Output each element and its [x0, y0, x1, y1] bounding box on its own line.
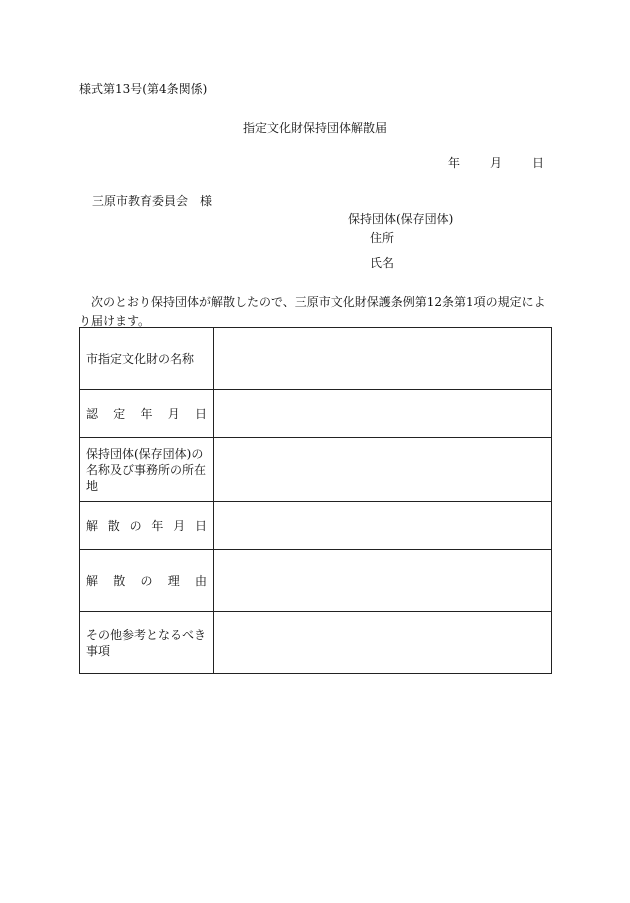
label-char: 年 [151, 518, 164, 533]
label-char: の [140, 573, 153, 588]
spaced-label [86, 518, 207, 534]
label-char: 認 [86, 406, 99, 421]
row-label-dissolution-date [80, 502, 214, 550]
row-label-other-references: その他参考となるべき事項 [80, 612, 214, 674]
form-number: 様式第13号(第4条関係) [79, 82, 208, 96]
designated-property-name-field[interactable] [214, 328, 552, 390]
label-char: 解 [86, 518, 99, 533]
label-char: 散 [113, 573, 126, 588]
label-char: 由 [194, 573, 207, 588]
certification-date-field[interactable] [214, 390, 552, 438]
applicant-group-label: 保持団体(保存団体) [348, 212, 454, 226]
label-char: 日 [194, 518, 207, 533]
spaced-label [86, 573, 207, 589]
date-line [448, 156, 544, 170]
body-text: 次のとおり保持団体が解散したので、三原市文化財保護条例第12条第1項の規定により届けます。 [79, 295, 546, 328]
applicant-address-label: 住所 [370, 231, 395, 245]
label-char: 月 [167, 406, 180, 421]
table-row [80, 328, 552, 390]
applicant-name-label: 氏名 [370, 256, 395, 270]
table-row [80, 438, 552, 502]
row-label-certification-date [80, 390, 214, 438]
label-char: 理 [167, 573, 180, 588]
spaced-label [86, 406, 207, 422]
table-row [80, 612, 552, 674]
row-label-dissolution-reason [80, 550, 214, 612]
table-row [80, 502, 552, 550]
date-day-label: 日 [531, 156, 544, 170]
form-table [79, 327, 552, 674]
label-char: 解 [86, 573, 99, 588]
row-label-designated-property: 市指定文化財の名称 [80, 328, 214, 390]
date-year-label: 年 [447, 156, 460, 170]
group-name-address-field[interactable] [214, 438, 552, 502]
row-label-group-name-address: 保持団体(保存団体)の名称及び事務所の所在地 [80, 438, 214, 502]
label-char: 日 [194, 406, 207, 421]
label-char: 月 [173, 518, 186, 533]
label-char: 定 [113, 406, 126, 421]
label-char: 年 [140, 406, 153, 421]
table-row [80, 550, 552, 612]
table-row [80, 390, 552, 438]
dissolution-date-field[interactable] [214, 502, 552, 550]
date-month-label: 月 [489, 156, 502, 170]
recipient: 三原市教育委員会 様 [92, 194, 213, 208]
dissolution-reason-field[interactable] [214, 550, 552, 612]
label-char: の [129, 518, 142, 533]
document-title: 指定文化財保持団体解散届 [242, 121, 387, 135]
label-char: 散 [107, 518, 120, 533]
other-references-field[interactable] [214, 612, 552, 674]
